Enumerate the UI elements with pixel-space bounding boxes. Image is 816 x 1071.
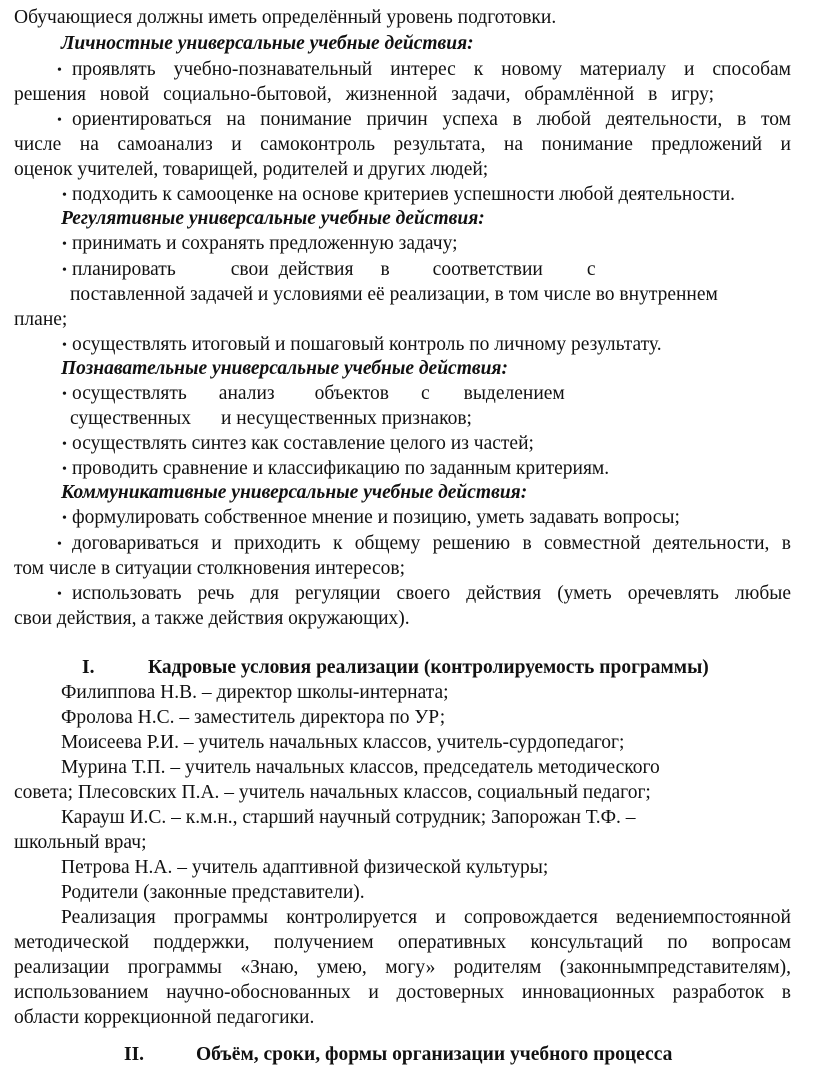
regulatory-uud-heading: Регулятивные универсальные учебные действия: xyxy=(61,208,485,229)
bullet-icon: • xyxy=(57,537,62,552)
personal-item-2-line-1 xyxy=(57,108,791,133)
regulatory-item-2-word: планировать xyxy=(72,259,176,280)
cognitive-item-1-word: и несущественных признаков; xyxy=(220,408,472,429)
bullet-icon: • xyxy=(57,63,62,78)
section-1-paragraph-line-2: методической поддержки, получением оперативных консультаций по вопросам xyxy=(14,932,791,953)
section-1-number: I. xyxy=(82,657,95,678)
personal-item-2-line-3: оценок учителей, товарищей, родителей и других людей; xyxy=(14,159,489,180)
section-1-title: Кадровые условия реализации (контролируемость программы) xyxy=(148,657,709,678)
regulatory-item-2-line-1 xyxy=(57,258,596,283)
regulatory-item-2-word: действия xyxy=(278,259,354,280)
communicative-item-3-line-1 xyxy=(57,582,791,607)
cognitive-item-2 xyxy=(57,432,534,457)
cognitive-uud-heading: Познавательные универсальные учебные действия: xyxy=(61,358,508,379)
personal-item-1-line-1 xyxy=(57,58,791,83)
regulatory-item-2-word: свои xyxy=(230,259,269,280)
intro-text: Обучающиеся должны иметь определённый уровень подготовки. xyxy=(14,7,557,28)
bullet-icon: • xyxy=(62,511,67,526)
staff-item-1: Филиппова Н.В. – директор школы-интерната; xyxy=(61,682,449,703)
staff-item-7: Родители (законные представители). xyxy=(61,882,365,903)
section-2-title: Объём, сроки, формы организации учебного процесса xyxy=(196,1044,673,1065)
personal-item-1-text: проявлять учебно-познавательный интерес к новому материалу и способам xyxy=(72,59,791,80)
cognitive-item-1-line-2 xyxy=(70,407,472,431)
staff-item-2: Фролова Н.С. – заместитель директора по УР; xyxy=(61,707,446,728)
cognitive-item-3 xyxy=(57,457,609,482)
section-1-paragraph-line-1: Реализация программы контролируется и сопровождается ведениемпостоянной xyxy=(61,907,791,928)
communicative-item-2-text: договариваться и приходить к общему решению в совместной деятельности, в xyxy=(72,533,791,554)
section-2-number: II. xyxy=(124,1044,145,1065)
bullet-icon: • xyxy=(62,263,67,278)
communicative-item-1-text: формулировать собственное мнение и позицию, уметь задавать вопросы; xyxy=(72,507,680,528)
cognitive-item-2-text: осуществлять синтез как составление целого из частей; xyxy=(72,433,534,454)
bullet-icon: • xyxy=(62,387,67,402)
regulatory-item-2-word: соответствии xyxy=(432,259,543,280)
cognitive-item-1-word: существенных xyxy=(70,408,191,429)
cognitive-item-1-word: осуществлять xyxy=(72,383,187,404)
bullet-icon: • xyxy=(62,188,67,203)
regulatory-item-2-line-3: плане; xyxy=(14,309,68,330)
cognitive-item-3-text: проводить сравнение и классификацию по заданным критериям. xyxy=(72,458,610,479)
regulatory-item-3-text: осуществлять итоговый и пошаговый контроль по личному результату. xyxy=(72,334,662,355)
section-1-paragraph-line-3: реализации программы «Знаю, умею, могу» родителям (законнымпредставителям), xyxy=(14,957,791,978)
bullet-icon: • xyxy=(62,237,67,252)
regulatory-item-1-text: принимать и сохранять предложенную задачу; xyxy=(72,233,458,254)
bullet-icon: • xyxy=(57,113,62,128)
personal-item-2-text: ориентироваться на понимание причин успеха в любой деятельности, в том xyxy=(72,109,791,130)
regulatory-item-3 xyxy=(57,333,662,358)
regulatory-item-2-word: с xyxy=(586,259,596,280)
staff-item-6: Петрова Н.А. – учитель адаптивной физической культуры; xyxy=(61,857,549,878)
communicative-item-3-text: использовать речь для регуляции своего действия (уметь оречевлять любые xyxy=(72,583,791,604)
bullet-icon: • xyxy=(62,338,67,353)
cognitive-item-1-line-1 xyxy=(57,382,565,407)
staff-item-4-line-1: Мурина Т.П. – учитель начальных классов, председатель методического xyxy=(61,757,660,778)
staff-item-5-line-2: школьный врач; xyxy=(14,832,147,853)
communicative-item-2-line-1 xyxy=(57,532,791,557)
staff-item-4-line-2: совета; Плесовских П.А. – учитель начальных классов, социальный педагог; xyxy=(14,782,651,803)
communicative-item-1 xyxy=(57,506,680,531)
cognitive-item-1-word: выделением xyxy=(463,383,565,404)
communicative-item-2-line-2: том числе в ситуации столкновения интересов; xyxy=(14,558,406,579)
communicative-uud-heading: Коммуникативные универсальные учебные действия: xyxy=(61,482,528,503)
regulatory-item-1 xyxy=(57,232,458,257)
personal-item-2-line-2: числе на самоанализ и самоконтроль результата, на понимание предложений и xyxy=(14,134,791,155)
bullet-icon: • xyxy=(62,462,67,477)
cognitive-item-1-word: анализ xyxy=(218,383,275,404)
personal-item-3-text: подходить к самооценке на основе критериев успешности любой деятельности. xyxy=(72,184,736,205)
section-1-paragraph-line-5: области коррекционной педагогики. xyxy=(14,1007,315,1028)
section-1-paragraph-line-4: использованием научно-обоснованных и достоверных инновационных разработок в xyxy=(14,982,791,1003)
cognitive-item-1-word: с xyxy=(420,383,430,404)
regulatory-item-2-line-2: поставленной задачей и условиями её реализации, в том числе во внутреннем xyxy=(70,284,718,305)
staff-item-5-line-1: Карауш И.С. – к.м.н., старший научный сотрудник; Запорожан Т.Ф. – xyxy=(61,807,636,828)
staff-item-3: Моисеева Р.И. – учитель начальных классов, учитель-сурдопедагог; xyxy=(61,732,625,753)
regulatory-item-2-word: в xyxy=(380,259,390,280)
bullet-icon: • xyxy=(62,437,67,452)
personal-item-1-line-2: решения новой социально-бытовой, жизненной задачи, обрамлённой в игру; xyxy=(14,84,714,105)
personal-item-3 xyxy=(57,183,735,208)
bullet-icon: • xyxy=(57,587,62,602)
personal-uud-heading: Личностные универсальные учебные действия: xyxy=(61,33,474,54)
cognitive-item-1-word: объектов xyxy=(314,383,389,404)
communicative-item-3-line-2: свои действия, а также действия окружающих). xyxy=(14,608,410,629)
